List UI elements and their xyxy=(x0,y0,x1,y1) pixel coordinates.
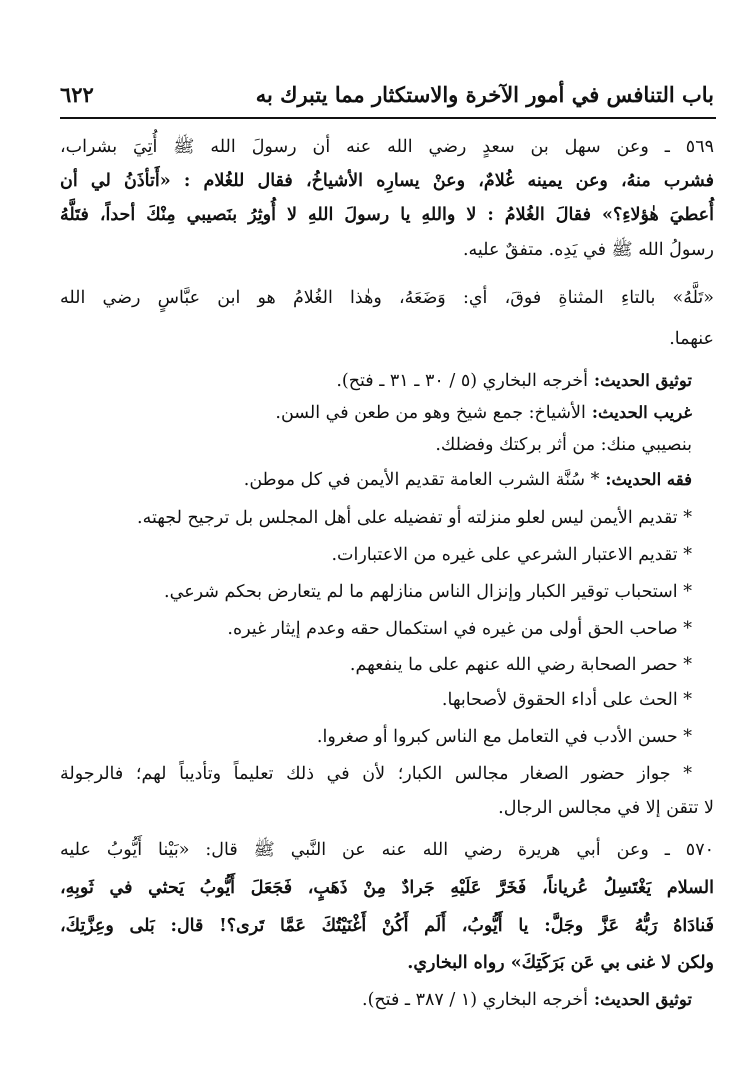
chapter-title: باب التنافس في أمور الآخرة والاستكثار مما يتبرك به xyxy=(255,81,714,107)
bullet-line: * صاحب الحق أولى من غيره في استكمال حقه وعدم إيثار غيره. xyxy=(227,619,692,639)
bullet-line: * حصر الصحابة رضي الله عنهم على ما ينفعهم. xyxy=(349,655,692,675)
gharib-line: غريب الحديث:الأشياخ: جمع شيخ وهو من طعن في السن. xyxy=(275,403,692,423)
bullet-line: * استحباب توقير الكبار وإنزال الناس منازلهم ما لم يتعارض بحكم شرعي. xyxy=(164,582,692,602)
text-line: رسولُ الله ﷺ في يَدِه. متفقٌ عليه. xyxy=(462,240,714,260)
section-label: فقه الحديث: xyxy=(605,470,692,489)
takhrij-line: توثيق الحديث:أخرجه البخاري (٥ / ٣٠ ـ ٣١ ـ فتح). xyxy=(336,371,692,391)
section-label: توثيق الحديث: xyxy=(593,990,692,1009)
page-number: ٦٢٢ xyxy=(60,81,94,107)
text-line: ٥٦٩ ـ وعن سهل بن سعدٍ رضي الله عنه أن رسولَ الله ﷺ أُتِيَ بشراب، xyxy=(60,137,714,157)
section-label: غريب الحديث: xyxy=(591,403,692,422)
fiqh-line: فقه الحديث:* سُنَّة الشرب العامة تقديم الأيمن في كل موطن. xyxy=(243,470,692,490)
bullet-line: * حسن الأدب في التعامل مع الناس كبروا أو صغروا. xyxy=(316,727,692,747)
text-line: عنهما. xyxy=(669,329,714,349)
text-line: ولكن لا غنى بي عَن بَرَكَتِكَ» رواه البخاري. xyxy=(407,953,714,973)
text-line: «تَلَّهُ» بالتاءِ المثناةِ فوقَ، أي: وَضَعَهُ، وهٰذا الغُلامُ هو ابن عبَّاسٍ رضي الله xyxy=(60,288,714,308)
bullet-line: * تقديم الاعتبار الشرعي على غيره من الاعتبارات. xyxy=(331,545,692,565)
bullet-line: * الحث على أداء الحقوق لأصحابها. xyxy=(441,690,692,710)
bullet-line: * تقديم الأيمن ليس لعلو منزلته أو تفضيله على أهل المجلس بل ترجيح لجهته. xyxy=(137,508,692,528)
header-divider xyxy=(60,117,716,119)
text-line: فشرب منهُ، وعن يمينه غُلامٌ، وعنْ يسارِه الأشياخُ، فقال للغُلام : «أَتأذَنُ لي أن xyxy=(60,171,714,191)
text-line: ٥٧٠ ـ وعن أبي هريرة رضي الله عنه عن النَّبي ﷺ قال: «بَيْنا أَيُّوبُ عليه xyxy=(60,840,714,860)
text-line: أُعطيَ هٰؤلاءِ؟» فقالَ الغُلامُ : لا واللهِ يا رسولَ اللهِ لا أُوثِرُ بنَصيبي مِنْكَ أحداً، فتَلَّهُ xyxy=(60,205,714,225)
bullet-line: * جواز حضور الصغار مجالس الكبار؛ لأن في ذلك تعليماً وتأديباً لهم؛ فالرجولة xyxy=(60,764,692,784)
takhrij-line: توثيق الحديث:أخرجه البخاري (١ / ٣٨٧ ـ فتح). xyxy=(362,990,692,1010)
text-line: فَنادَاهُ رَبُّهُ عَزَّ وجَلَّ: يا أَيُّوبُ، أَلَم أَكُنْ أَغْنَيْتُكَ عَمَّا تَرى؟! قال: بَلى وعِزَّتِكَ، xyxy=(60,916,714,936)
text-line: السلام يَغْتَسِلُ عُرياناً، فَخَرَّ عَلَيْهِ جَرادٌ مِنْ ذَهَبٍ، فَجَعَلَ أَيُّوبُ يَحثي في ثَوبِهِ، xyxy=(60,878,714,898)
text-line: بنصيبي منك: من أثر بركتك وفضلك. xyxy=(435,435,692,455)
section-label: توثيق الحديث: xyxy=(593,371,692,390)
text-line: لا تتقن إلا في مجالس الرجال. xyxy=(498,798,714,818)
page-header xyxy=(60,74,714,114)
